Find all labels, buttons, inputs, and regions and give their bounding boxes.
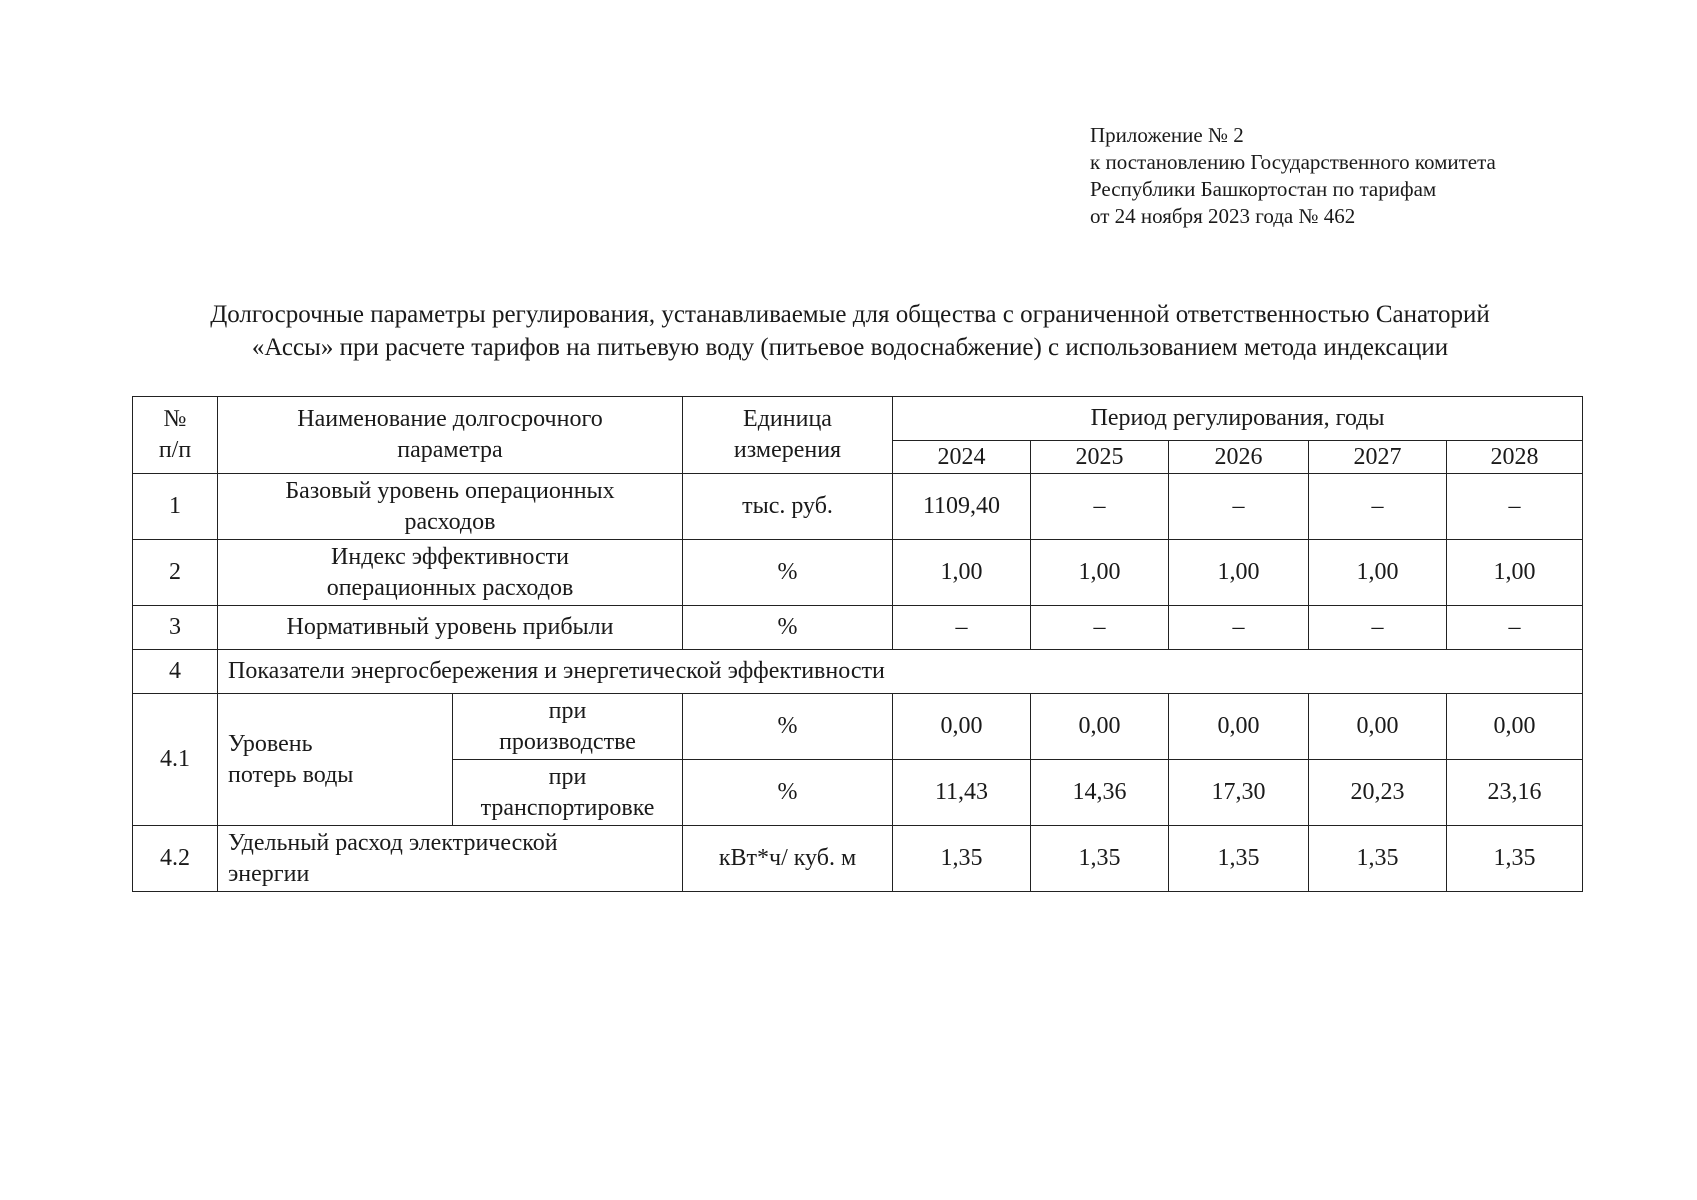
row-name-line-1: Базовый уровень операционных — [285, 477, 615, 504]
row-number: 4.2 — [133, 826, 218, 892]
row-name-line-2: энергии — [228, 860, 310, 887]
row-name — [218, 826, 683, 892]
header-year: 2028 — [1447, 441, 1583, 474]
document-title — [120, 298, 1580, 364]
row-number: 4 — [133, 650, 218, 694]
header-name-line-2: параметра — [397, 437, 503, 463]
header-num-line-2: п/п — [158, 437, 192, 463]
row-value: 0,00 — [1309, 694, 1447, 760]
row-value: 0,00 — [1169, 694, 1309, 760]
row-name-line-1: Удельный расход электрической — [228, 829, 558, 856]
row-value: 1,00 — [1169, 540, 1309, 606]
header-period: Период регулирования, годы — [893, 397, 1583, 441]
row-subname-line-1: при — [548, 763, 587, 790]
row-value: 1,35 — [1169, 826, 1309, 892]
table-row — [133, 474, 1583, 540]
header-name — [218, 397, 683, 474]
row-subname — [453, 694, 683, 760]
row-unit: кВт*ч/ куб. м — [683, 826, 893, 892]
row-unit: % — [683, 694, 893, 760]
row-number: 2 — [133, 540, 218, 606]
row-subname-line-2: транспортировке — [480, 794, 655, 821]
row-value: – — [1447, 606, 1583, 650]
header-unit — [683, 397, 893, 474]
row-name: Нормативный уровень прибыли — [218, 606, 683, 650]
row-number: 3 — [133, 606, 218, 650]
title-line-1: Долгосрочные параметры регулирования, устанавливаемые для общества с ограниченной ответственностью Санаторий — [210, 301, 1490, 328]
row-value: 0,00 — [1447, 694, 1583, 760]
header-unit-line-2: измерения — [733, 437, 842, 463]
row-value: 1,00 — [893, 540, 1031, 606]
row-value: 20,23 — [1309, 760, 1447, 826]
row-subname — [453, 760, 683, 826]
table-row — [133, 694, 1583, 760]
row-number: 4.1 — [133, 694, 218, 826]
header-year: 2025 — [1031, 441, 1169, 474]
annex-line-3: Республики Башкортостан по тарифам — [1090, 177, 1437, 201]
row-value: 1,35 — [1447, 826, 1583, 892]
row-value: 11,43 — [893, 760, 1031, 826]
row-value: 0,00 — [1031, 694, 1169, 760]
header-num-line-1: № — [163, 406, 187, 432]
row-value: 1109,40 — [893, 474, 1031, 540]
annex-line-4: от 24 ноября 2023 года № 462 — [1090, 204, 1356, 228]
row-value: – — [1169, 474, 1309, 540]
row-value: 14,36 — [1031, 760, 1169, 826]
table-row — [133, 606, 1583, 650]
row-value: 23,16 — [1447, 760, 1583, 826]
row-value: 17,30 — [1169, 760, 1309, 826]
annex-line-1: Приложение № 2 — [1090, 123, 1244, 147]
header-year: 2027 — [1309, 441, 1447, 474]
row-value: – — [1031, 606, 1169, 650]
row-unit: % — [683, 760, 893, 826]
row-number: 1 — [133, 474, 218, 540]
row-unit: % — [683, 606, 893, 650]
header-unit-line-1: Единица — [743, 406, 832, 432]
row-name-line-1: Индекс эффективности — [331, 543, 569, 570]
annex-block — [1090, 122, 1496, 230]
row-value: – — [1169, 606, 1309, 650]
header-row-1 — [133, 397, 1583, 441]
row-value: 1,35 — [1309, 826, 1447, 892]
row-value: 1,00 — [1309, 540, 1447, 606]
row-value: – — [1447, 474, 1583, 540]
row-value: 1,35 — [893, 826, 1031, 892]
row-section-name: Показатели энергосбережения и энергетической эффективности — [218, 650, 1583, 694]
row-subname-line-1: при — [548, 697, 587, 724]
header-name-line-1: Наименование долгосрочного — [297, 406, 603, 432]
row-value: 1,00 — [1031, 540, 1169, 606]
row-value: 1,00 — [1447, 540, 1583, 606]
row-name-line-2: операционных расходов — [326, 574, 574, 601]
row-unit: тыс. руб. — [683, 474, 893, 540]
row-value: – — [893, 606, 1031, 650]
row-value: – — [1309, 606, 1447, 650]
row-subname-line-2: производстве — [499, 728, 636, 755]
parameters-table — [132, 396, 1583, 892]
row-value: – — [1031, 474, 1169, 540]
row-name — [218, 474, 683, 540]
row-unit: % — [683, 540, 893, 606]
row-value: 1,35 — [1031, 826, 1169, 892]
table-row — [133, 650, 1583, 694]
title-line-2: «Ассы» при расчете тарифов на питьевую воду (питьевое водоснабжение) с использованием метода индексации — [251, 334, 1449, 361]
row-value: 0,00 — [893, 694, 1031, 760]
table-row — [133, 826, 1583, 892]
row-name-line-2: расходов — [404, 508, 496, 535]
header-year: 2024 — [893, 441, 1031, 474]
annex-line-2: к постановлению Государственного комитета — [1090, 150, 1496, 174]
row-name-line-1: Уровень — [228, 730, 313, 757]
header-year: 2026 — [1169, 441, 1309, 474]
table-row — [133, 540, 1583, 606]
row-value: – — [1309, 474, 1447, 540]
header-num — [133, 397, 218, 474]
row-name — [218, 694, 453, 826]
row-name-line-2: потерь воды — [228, 761, 354, 788]
row-name — [218, 540, 683, 606]
